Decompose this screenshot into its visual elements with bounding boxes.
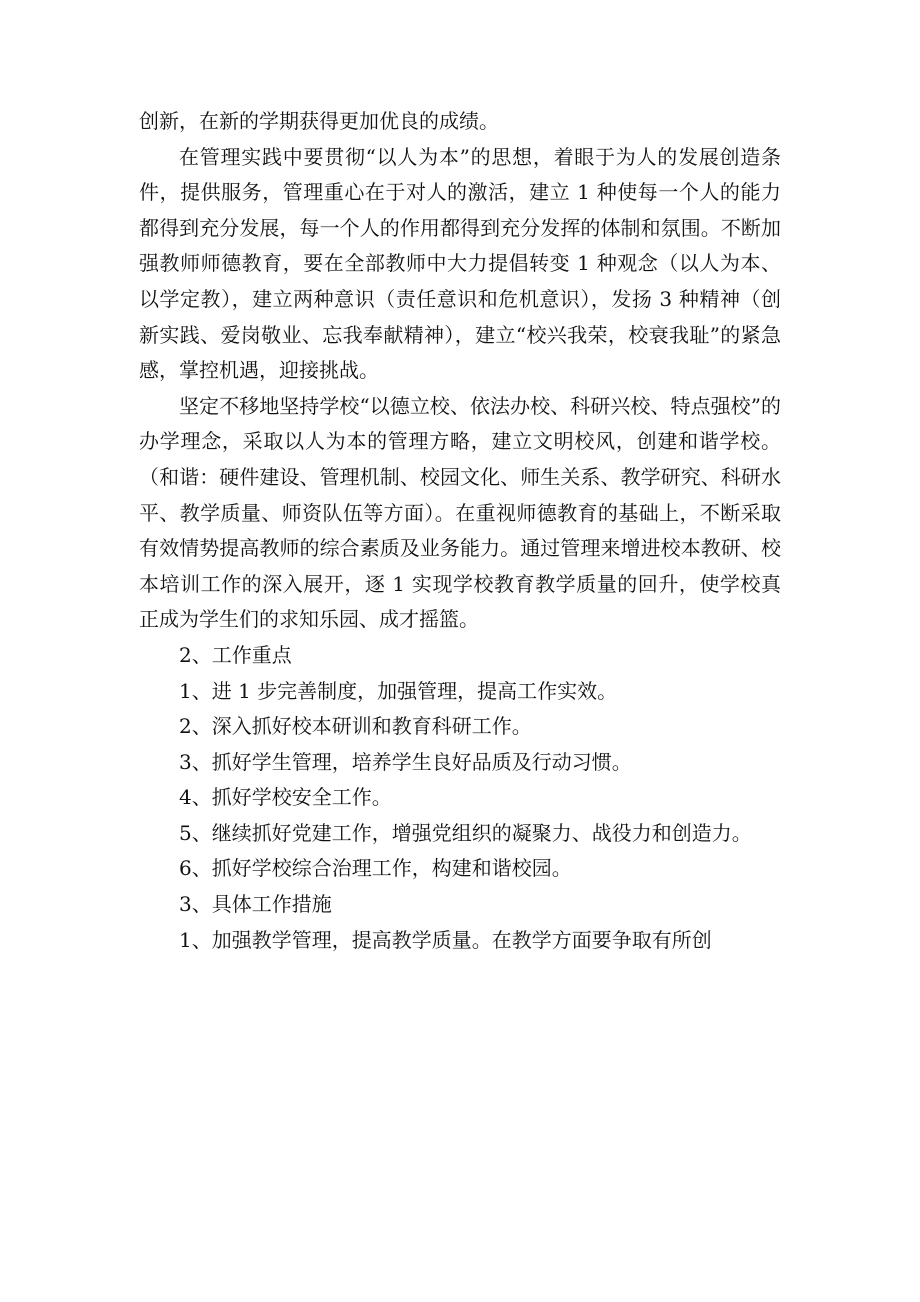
- paragraph-3: 坚定不移地坚持学校“以德立校、依法办校、科研兴校、特点强校”的办学理念，采取以人为本的管理方略，建立文明校风，创建和谐学校。（和谐：硬件建设、管理机制、校园文化、师生关系、教学研究、科研水平、教学质量、师资队伍等方面）。在重视师德教育的基础上，不断采取有效情势提高教师的综合素质及业务能力。通过管理来增进校本教研、校本培训工作的深入展开，逐 1 实现学校教育教学质量的回升，使学校真正成为学生们的求知乐园、成才摇篮。: [139, 393, 781, 632]
- list-item: 2、深入抓好校本研训和教育科研工作。: [179, 714, 532, 739]
- list-item: 3、抓好学生管理，培养学生良好品质及行动习惯。: [179, 749, 632, 774]
- list-item: 1、加强教学管理，提高教学质量。在教学方面要争取有所创: [179, 927, 712, 952]
- section-heading-measures: 3、具体工作措施: [179, 892, 332, 917]
- document-body: [139, 104, 781, 958]
- list-item: 6、抓好学校综合治理工作，构建和谐校园。: [179, 856, 572, 881]
- section-heading-work-focus: 2、工作重点: [179, 642, 292, 667]
- list-item: 1、进 1 步完善制度，加强管理，提高工作实效。: [179, 678, 618, 703]
- list-item: 5、继续抓好党建工作，增强党组织的凝聚力、战役力和创造力。: [179, 820, 752, 845]
- list-item: 4、抓好学校安全工作。: [179, 785, 392, 810]
- paragraph-2: 在管理实践中要贯彻“以人为本”的思想，着眼于为人的发展创造条件，提供服务，管理重心在于对人的激活，建立 1 种使每一个人的能力都得到充分发展，每一个人的作用都得到充分发挥的体制和氛围。不断加强教师师德教育，要在全部教师中大力提倡转变 1 种观念（以人为本、以学定教），建立两种意识（责任意识和危机意识），发扬 3 种精神（创新实践、爱岗敬业、忘我奉献精神），建立“校兴我荣，校衰我耻”的紧急感，掌控机遇，迎接挑战。: [139, 144, 781, 383]
- paragraph-1: 创新，在新的学期获得更加优良的成绩。: [139, 109, 499, 133]
